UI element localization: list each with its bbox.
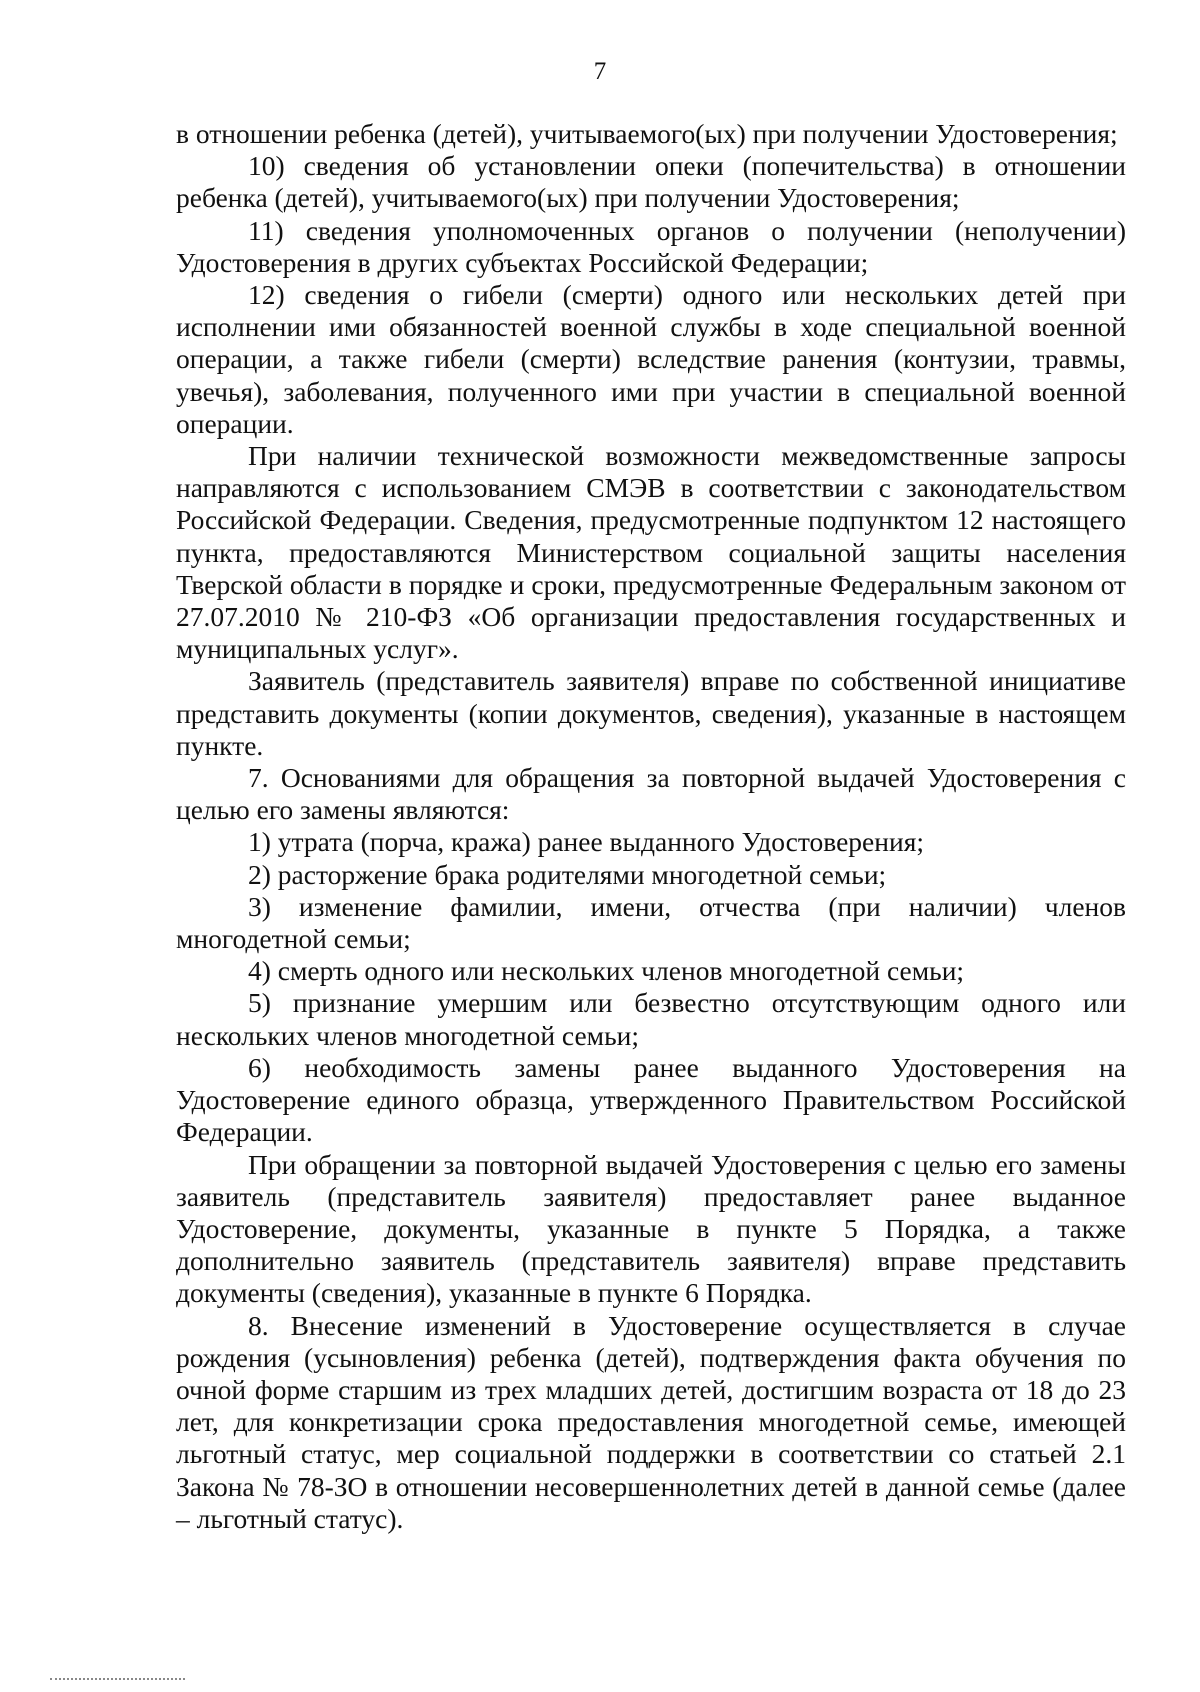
paragraph-reissue-documents: При обращении за повторной выдачей Удостоверения с целью его замены заявитель (представитель заявителя) предоставляет ранее выданное Удостоверение, документы, указанные в пункте 5 Порядка, а также дополнительно заявитель (представитель заявителя) вправе представить документы (сведения), указанные в пункте 6 Порядка.	[176, 1148, 1126, 1309]
paragraph-item-12: 12) сведения о гибели (смерти) одного или нескольких детей при исполнении ими обязанностей военной службы в ходе специальной военной операции, а также гибели (смерти) вследствие ранения (контузии, травмы, увечья), заболевания, полученного ими при участии в специальной военной операции.	[176, 279, 1126, 439]
paragraph-ground-4: 4) смерть одного или нескольких членов многодетной семьи;	[248, 955, 965, 987]
paragraph-section-7: 7. Основаниями для обращения за повторной выдачей Удостоверения с целью его замены являются:	[176, 762, 1126, 826]
paragraph-item-11: 11) сведения уполномоченных органов о получении (неполучении) Удостоверения в других субъектах Российской Федерации;	[176, 214, 1126, 278]
paragraph-interagency-requests: При наличии технической возможности межведомственные запросы направляются с использованием СМЭВ в соответствии с законодательством Российской Федерации. Сведения, предусмотренные подпунктом 12 настоящего пункта, предоставляются Министерством социальной защиты населения Тверской области в порядке и сроки, предусмотренные Федеральным законом от 27.07.2010 № 210-ФЗ «Об организации предоставления государственных и муниципальных услуг».	[176, 440, 1126, 665]
paragraph-ground-3: 3) изменение фамилии, имени, отчества (при наличии) членов многодетной семьи;	[176, 890, 1126, 955]
paragraph-ground-1: 1) утрата (порча, кража) ранее выданного Удостоверения;	[248, 826, 924, 858]
paragraph-ground-6: 6) необходимость замены ранее выданного Удостоверения на Удостоверение единого образца, утвержденного Правительством Российской Федерации.	[176, 1051, 1126, 1148]
paragraph-applicant-initiative: Заявитель (представитель заявителя) вправе по собственной инициативе представить документы (копии документов, сведения), указанные в настоящем пункте.	[176, 665, 1126, 761]
page-number: 7	[593, 58, 607, 85]
paragraph-continuation: в отношении ребенка (детей), учитываемого(ых) при получении Удостоверения;	[176, 118, 1118, 149]
paragraph-item-10: 10) сведения об установлении опеки (попечительства) в отношении ребенка (детей), учитываемого(ых) при получении Удостоверения;	[176, 150, 1126, 214]
paragraph-ground-5: 5) признание умершим или безвестно отсутствующим одного или нескольких членов многодетной семьи;	[176, 987, 1126, 1051]
scan-artifact-line	[50, 1678, 185, 1684]
paragraph-section-8: 8. Внесение изменений в Удостоверение осуществляется в случае рождения (усыновления) ребенка (детей), подтверждения факта обучения по очной форме старшим из трех младших детей, достигшим возраста от 18 до 23 лет, для конкретизации срока предоставления многодетной семье, имеющей льготный статус, мер социальной поддержки в соответствии со статьей 2.1 Закона № 78-ЗО в отношении несовершеннолетних детей в данной семье (далее – льготный статус).	[176, 1309, 1126, 1534]
document-body	[176, 118, 1126, 1535]
paragraph-ground-2: 2) расторжение брака родителями многодетной семьи;	[248, 858, 887, 890]
